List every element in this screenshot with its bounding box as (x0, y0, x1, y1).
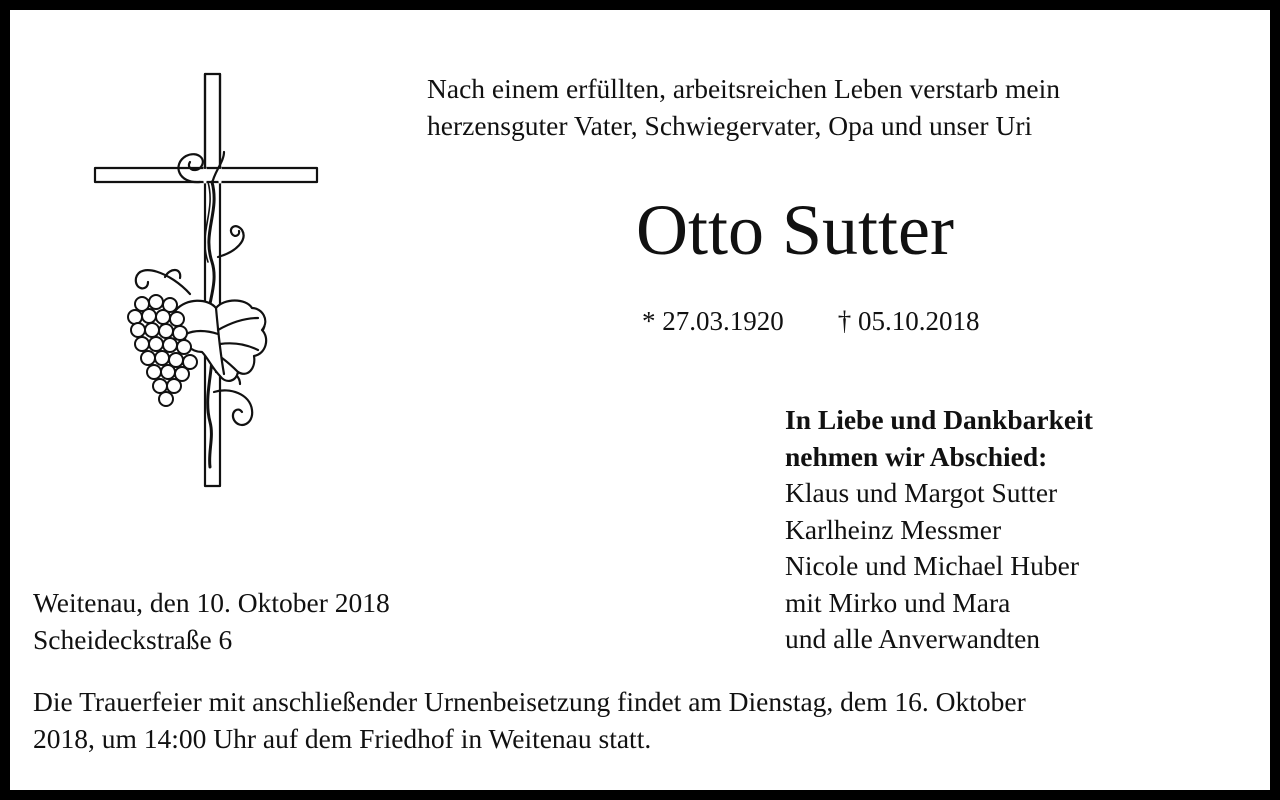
life-dates (642, 303, 980, 339)
intro-text (427, 70, 1227, 144)
service-line-1: Die Trauerfeier mit anschließender Urnenbeisetzung findet am Dienstag, dem 16. Oktober (33, 686, 1026, 717)
deceased-name: Otto Sutter (636, 190, 954, 270)
mourners-heading-line-2: nehmen wir Abschied: (785, 440, 1048, 472)
mourner-name: Karlheinz Messmer (785, 513, 1002, 545)
funeral-service-info (33, 683, 1263, 757)
intro-line-1: Nach einem erfüllten, arbeitsreichen Leben verstarb mein (427, 73, 1060, 104)
street-address: Scheideckstraße 6 (33, 623, 233, 655)
mourner-name: Nicole und Michael Huber (785, 550, 1080, 581)
birth-date: * 27.03.1920 (642, 306, 784, 336)
mourner-name: und alle Anverwandten (785, 623, 1041, 654)
service-line-2: 2018, um 14:00 Uhr auf dem Friedhof in Weitenau statt. (33, 723, 652, 754)
death-date: † 05.10.2018 (837, 306, 980, 336)
mourners-block (785, 402, 1093, 658)
mourner-name: Klaus und Margot Sutter (785, 477, 1058, 508)
mourner-name: mit Mirko und Mara (785, 586, 1011, 618)
mourners-heading-line-1: In Liebe und Dankbarkeit (785, 404, 1093, 435)
cross-with-grapevine-icon (90, 72, 340, 502)
place-date: Weitenau, den 10. Oktober 2018 (33, 587, 390, 618)
place-and-address (33, 585, 390, 658)
intro-line-2: herzensguter Vater, Schwiegervater, Opa und unser Uri (427, 110, 1033, 141)
